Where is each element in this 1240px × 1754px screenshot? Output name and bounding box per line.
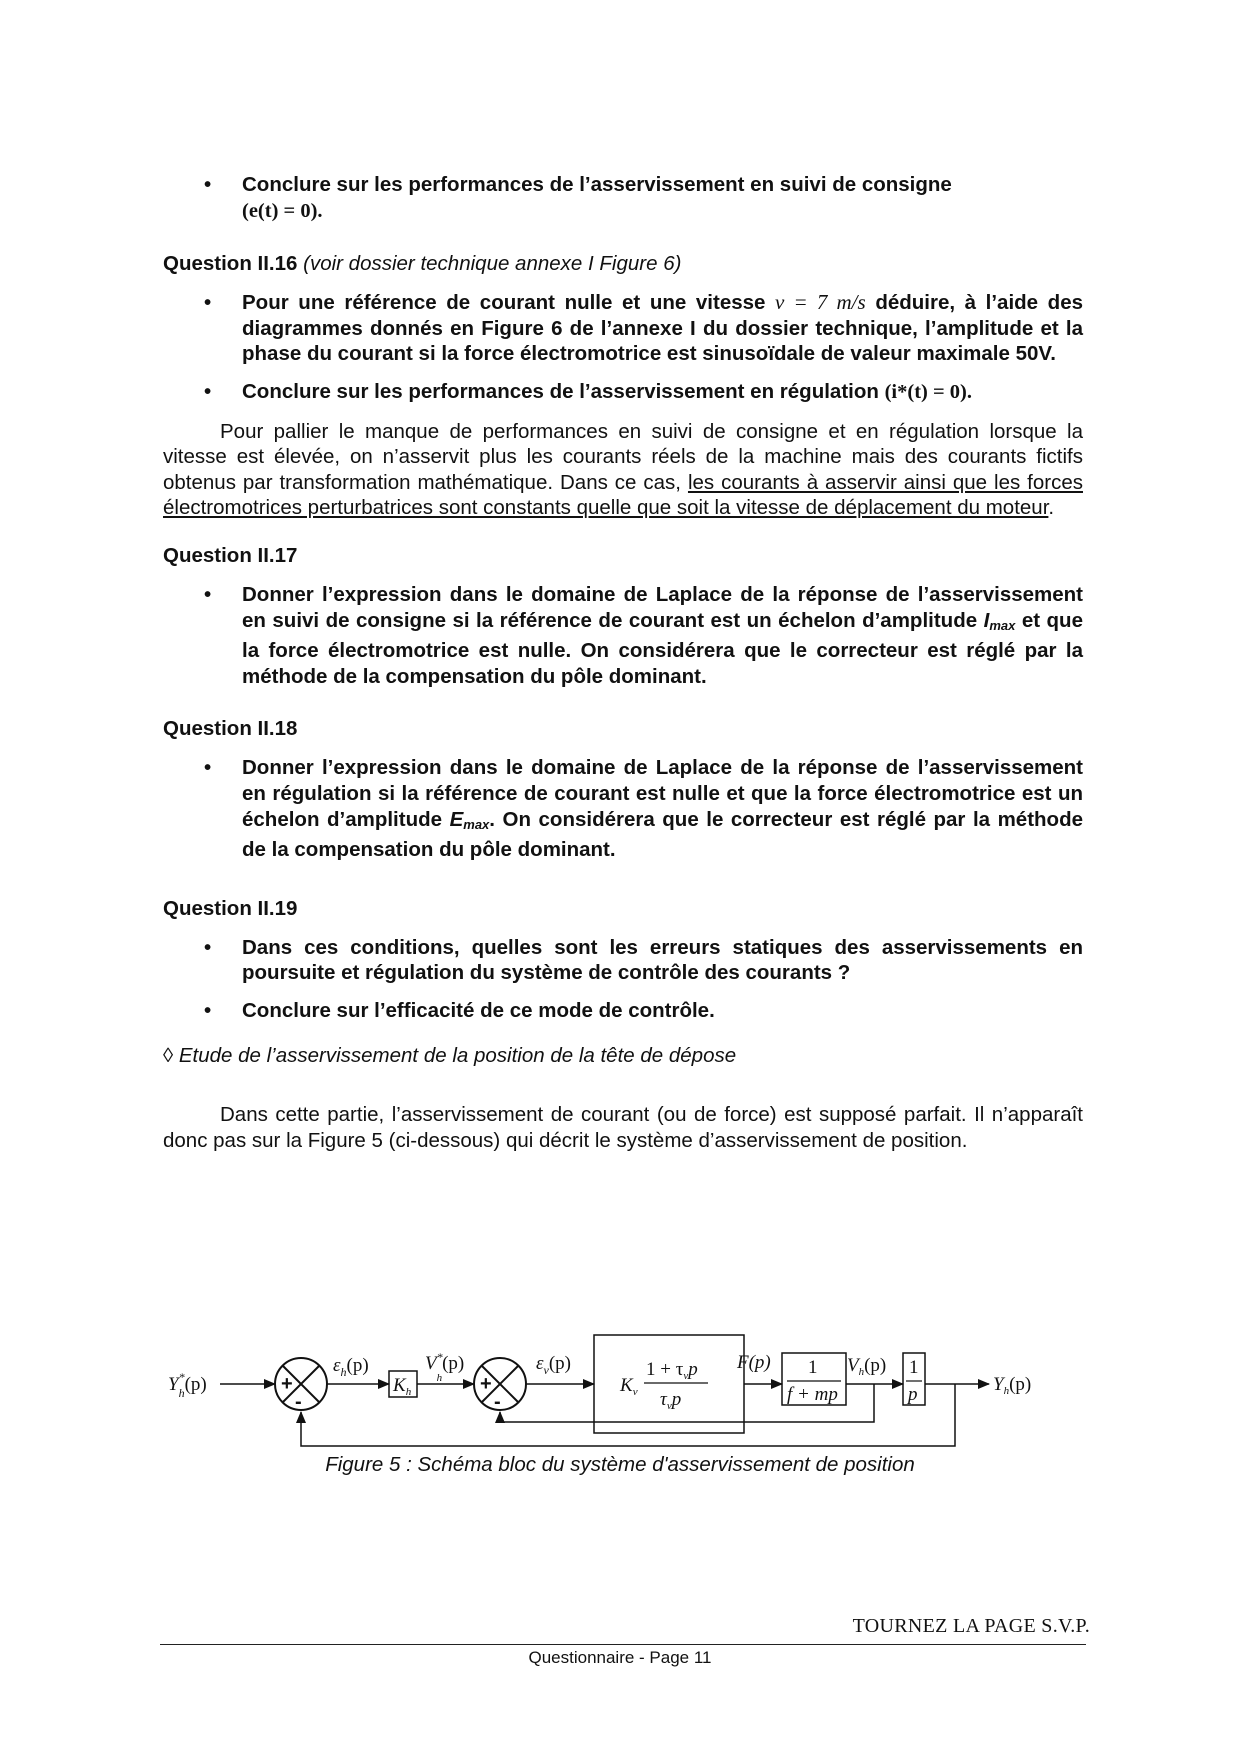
tournez-la-page: TOURNEZ LA PAGE S.V.P. (852, 1615, 1090, 1637)
bullet-dot: • (204, 291, 212, 315)
question-title: Question II.17 (163, 543, 298, 567)
math-expression: (i*(t) = 0). (884, 380, 972, 403)
diamond-icon: ◊ (163, 1044, 174, 1068)
block-diagram (163, 1325, 1073, 1455)
bullet-dot: • (204, 379, 212, 403)
bullet-dot: • (204, 756, 212, 780)
question-reference: (voir dossier technique annexe I Figure 6) (303, 252, 682, 276)
svg-text:1 + τvp: $1 + \tau_vp$ (646, 1359, 698, 1382)
minus-sign: - (295, 1391, 302, 1413)
label-force: F(p) (737, 1352, 771, 1373)
bullet-dot: • (204, 998, 212, 1022)
label-input: Y* h(p) (168, 1370, 207, 1400)
bullet-dot: • (204, 582, 212, 606)
plus-sign: + (281, 1373, 293, 1395)
bullet-dot: • (204, 935, 212, 959)
bullet-q17: • Donner l’expression dans le domaine de Laplace de la réponse de l’asservissement en suivi de consigne si la référence de courant est un échelon d’amplitude $I_{max}$ et que la force électromotrice est nulle. On considérera que le correcteur est réglé par la méthode de la compensation du pôle dominant. (204, 582, 1083, 688)
svg-text:τvp: $\tau_vp$ (660, 1389, 682, 1412)
svg-text:Kh: $K_h$ (393, 1375, 412, 1398)
bullet-dot: • (204, 173, 212, 196)
svg-text:f + mp: f + mp (787, 1384, 838, 1405)
math-expression: (e(t) = 0). (242, 199, 323, 222)
svg-text:1: 1 (909, 1357, 919, 1378)
summing-junction-position (275, 1358, 327, 1413)
figure-caption: Figure 5 : Schéma bloc du système d'asservissement de position (325, 1453, 915, 1476)
bullet-q16-conclure: • Conclure sur les performances de l’asservissement en régulation (i*(t) = 0). (204, 379, 972, 403)
math-speed: v = 7 m/s (775, 290, 866, 315)
section-heading: ◊ Etude de l’asservissement de la position de la tête de dépose (163, 1044, 737, 1068)
paragraph-currents: Pour pallier le manque de performances en suivi de consigne et en régulation lorsque la vitesse est élevée, on n’asservit plus les courants réels de la machine mais des courants fictifs obtenus par transformation mathématique. Dans ce cas, les courants à asservir ainsi que les forces électromotrices perturbatrices sont constants quelle que soit la vitesse de déplacement du moteur. (163, 419, 1083, 520)
symbol-emax: $E_{max}$ (449, 807, 490, 832)
label-eps-h: $\varepsilon_h(p)$ (333, 1355, 369, 1379)
bullet-q19-erreurs: • Dans ces conditions, quelles sont les erreurs statiques des asservissements en poursuite et régulation du système de contrôle des courants ? (204, 935, 1083, 985)
summing-junction-speed (474, 1358, 526, 1413)
page-number: Questionnaire - Page 11 (528, 1648, 712, 1667)
footer-rule (160, 1644, 1086, 1645)
label-vh: $V_h(p)$ (847, 1355, 887, 1378)
block-corrector (594, 1335, 744, 1433)
label-vref: V* h(p) (425, 1350, 465, 1384)
bullet-q18: • Donner l’expression dans le domaine de Laplace de la réponse de l’asservissement en régulation si la référence de courant est nulle et que la force électromotrice est un échelon d’amplitude $E_{max}$. On considérera que le correcteur est réglé par la méthode de la compensation du pôle dominant. (204, 756, 1083, 862)
plus-sign: + (480, 1373, 492, 1395)
paragraph-position: Dans cette partie, l’asservissement de courant (ou de force) est supposé parfait. Il n’apparaît donc pas sur la Figure 5 (ci-dessous) qui décrit le système d’asservissement de position. (163, 1103, 1083, 1152)
page-body (163, 168, 1083, 1153)
bullet-q19-conclure: • Conclure sur l’efficacité de ce mode de contrôle. (204, 998, 715, 1022)
label-output: $Y_h(p)$ (993, 1374, 1032, 1397)
question-title: Question II.19 (163, 896, 298, 920)
question-title: Question II.18 (163, 717, 298, 741)
bullet-q16-amplitude: • Pour une référence de courant nulle et une vitesse v = 7 m/s déduire, à l’aide des diagrammes donnés en Figure 6 de l’annexe I du dossier technique, l’amplitude et la phase du courant si la force électromotrice est sinusoïdale de valeur maximale 50V. (204, 290, 1084, 366)
svg-text:1: 1 (808, 1357, 818, 1378)
underlined-statement: les courants à asservir ainsi que les forces électromotrices perturbatrices sont constants quelle que soit la vitesse de déplacement du moteur (163, 470, 1083, 520)
label-eps-v: $\varepsilon_v(p)$ (536, 1353, 571, 1377)
symbol-imax: $I_{max}$ (983, 608, 1016, 633)
bullet-conclure-suivi: • Conclure sur les performances de l’asservissement en suivi de consigne (e(t) = 0). (204, 173, 952, 222)
minus-sign: - (494, 1391, 501, 1413)
question-title: Question II.16 (voir dossier technique annexe I Figure 6) (163, 252, 682, 276)
svg-text:p: p (908, 1384, 918, 1405)
svg-text:Kv: $K_v$ (620, 1375, 638, 1398)
